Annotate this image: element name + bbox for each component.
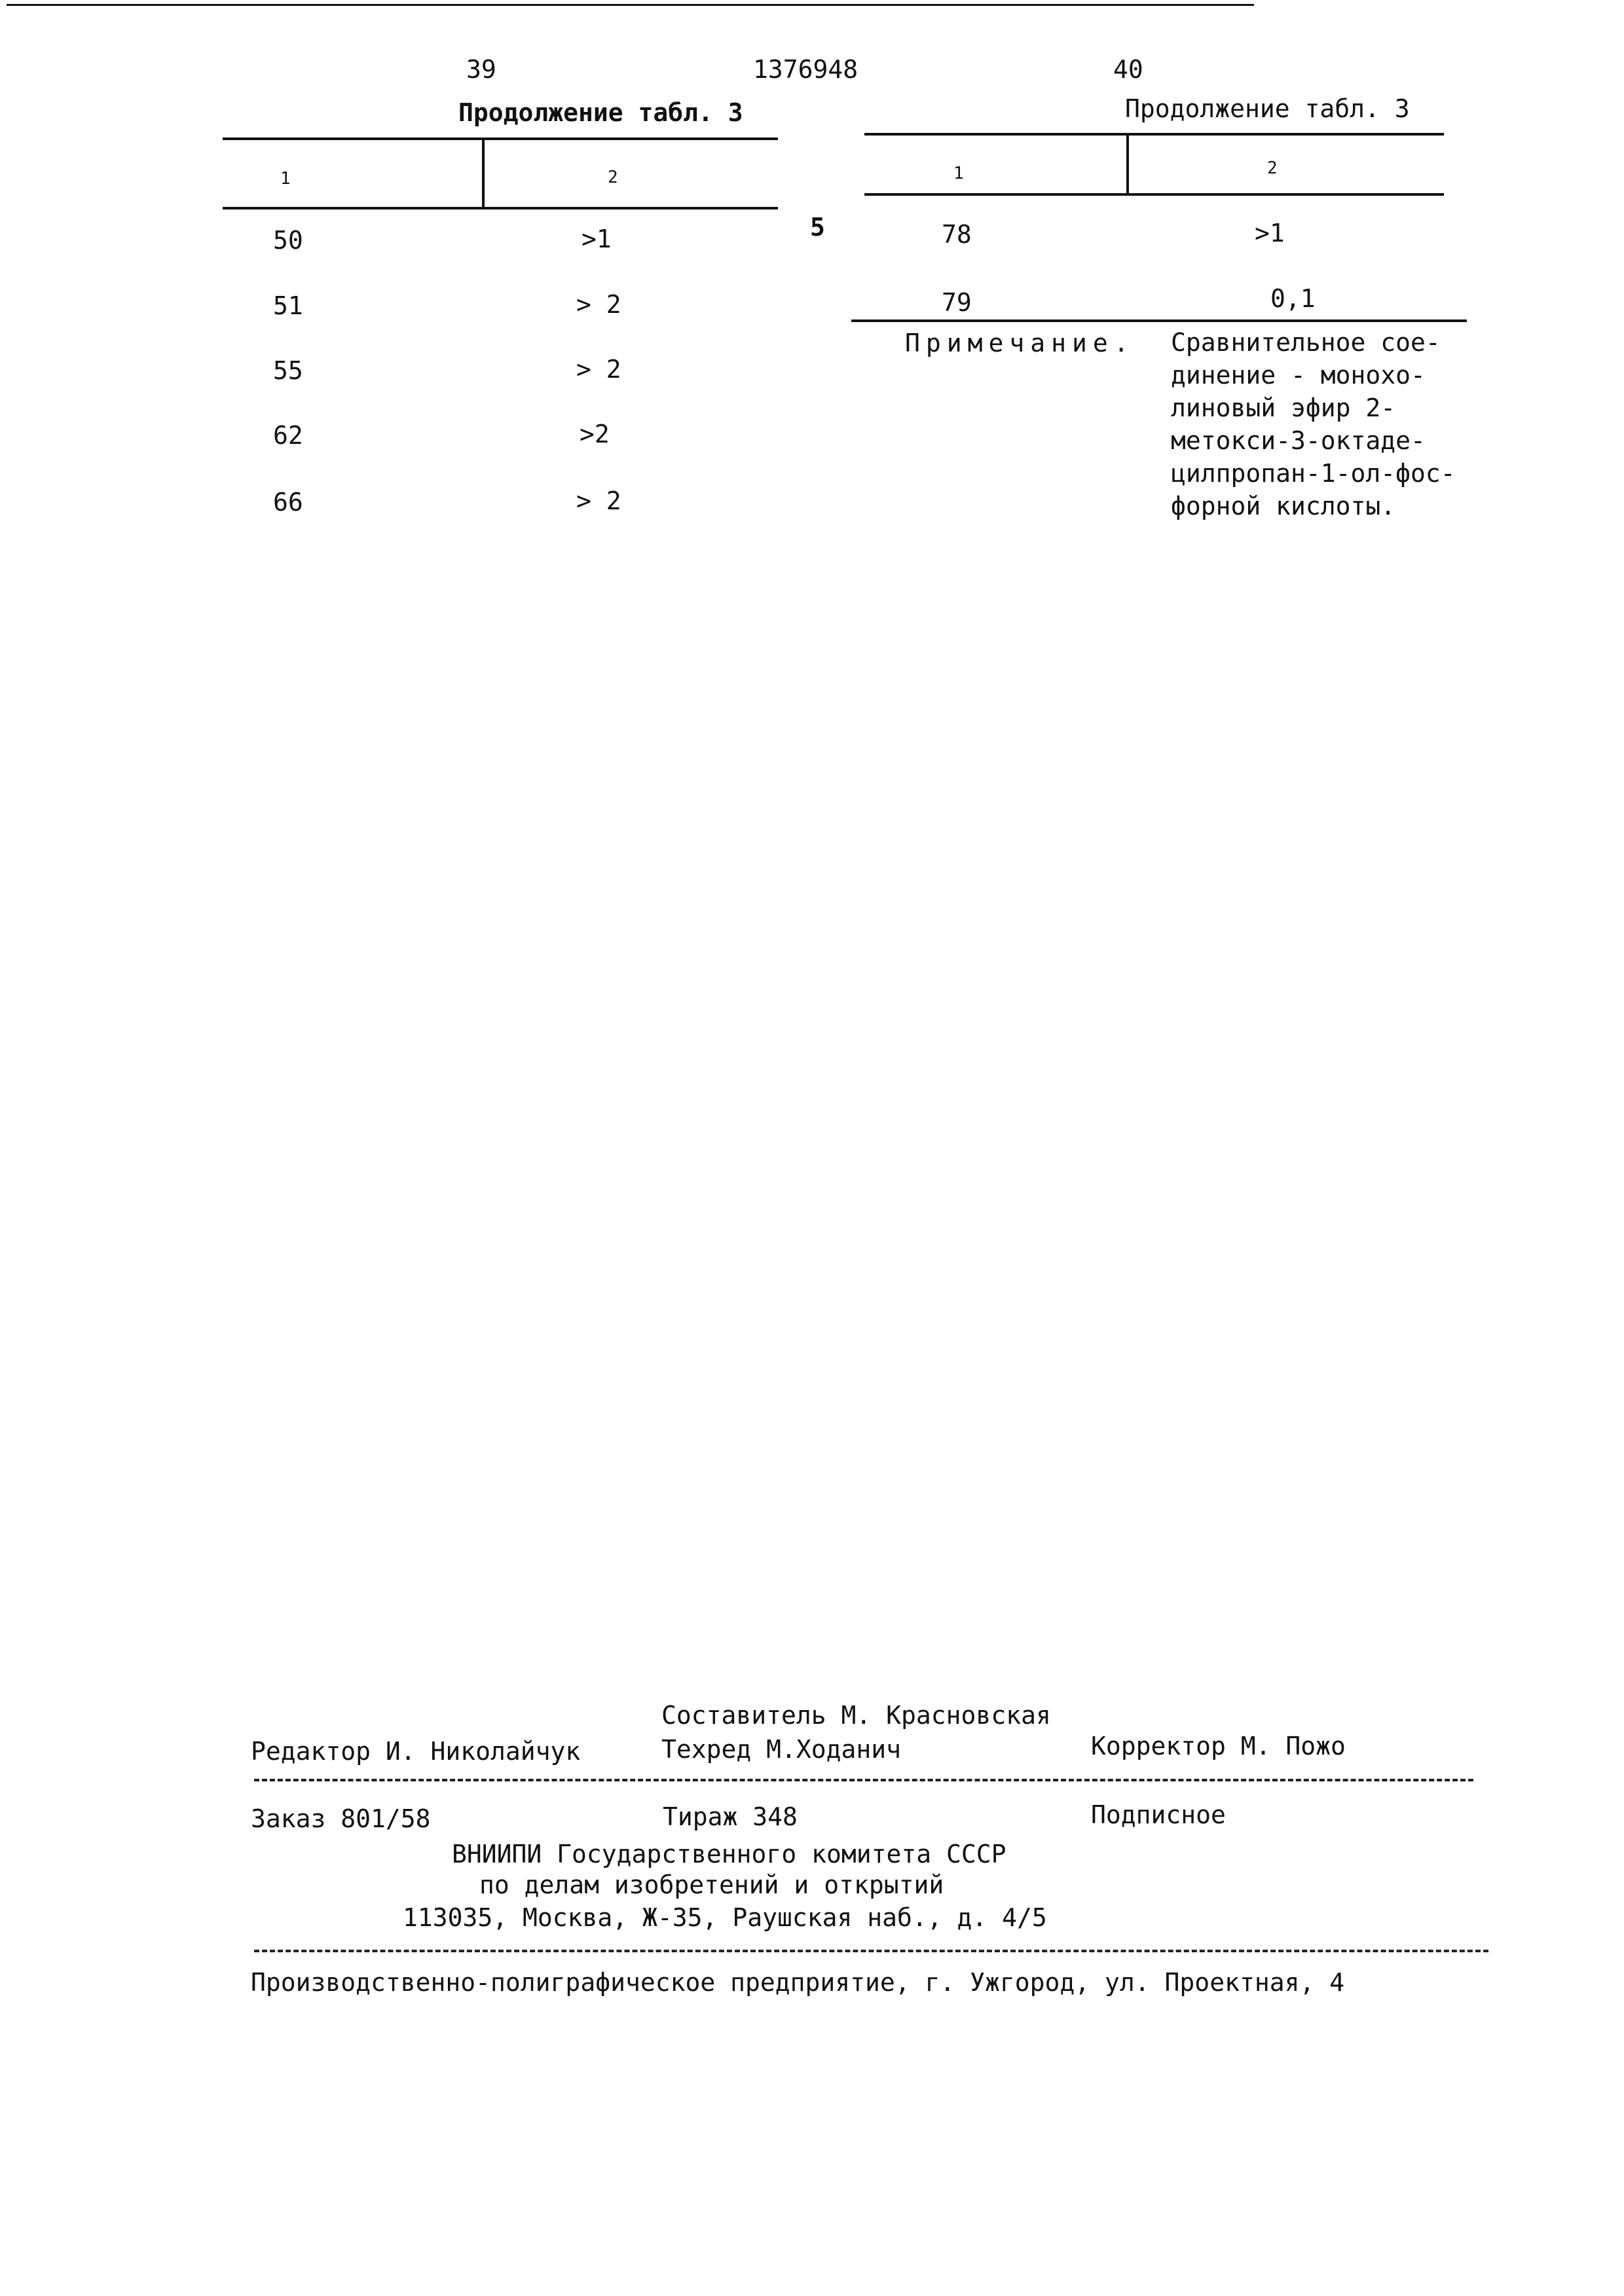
corrector: Корректор М. Пожо: [1091, 1732, 1346, 1760]
patent-number: 1376948: [753, 55, 858, 84]
dashed-separator-1: [254, 1779, 1473, 1781]
left-table-col2-header: 2: [608, 168, 618, 187]
circulation: Тираж 348: [663, 1802, 798, 1831]
right-table-header-rule: [864, 193, 1444, 196]
org-line-3: 113035, Москва, Ж-35, Раушская наб., д. 4/5: [403, 1903, 1047, 1932]
line-marker: 5: [810, 213, 825, 242]
left-table-row-4-col1: 62: [273, 421, 303, 450]
compiler: Составитель М. Красновская: [661, 1701, 1051, 1730]
right-table-caption: Продолжение табл. 3: [1125, 94, 1410, 123]
right-table-top-rule: [864, 133, 1444, 136]
right-table-bottom-rule: [851, 319, 1467, 322]
org-line-2: по делам изобретений и открытий: [479, 1870, 944, 1899]
right-table-row-1-col2: >1: [1255, 219, 1285, 247]
left-table-row-5-col2: > 2: [576, 486, 621, 515]
note-line-3: линовый эфир 2-: [1171, 393, 1396, 422]
order-number: Заказ 801/58: [251, 1804, 431, 1833]
left-table-column-divider: [482, 137, 485, 208]
left-table-row-2-col1: 51: [273, 291, 303, 320]
techred: Техред М.Ходанич: [661, 1735, 902, 1764]
note-label: Примечание.: [905, 329, 1135, 357]
page-number-right: 40: [1113, 55, 1143, 84]
note-line-5: цилпропан-1-ол-фос-: [1171, 459, 1456, 488]
left-table-row-5-col1: 66: [273, 488, 303, 517]
dashed-separator-2: [254, 1950, 1488, 1952]
note-line-1: Сравнительное сое-: [1171, 328, 1441, 357]
page-number-left: 39: [466, 55, 496, 84]
note-text: [1171, 326, 1472, 522]
note-line-2: динение - монохо-: [1171, 361, 1426, 390]
left-table-top-rule: [223, 137, 778, 140]
left-table-row-1-col2: >1: [581, 225, 612, 253]
left-table-row-2-col2: > 2: [576, 290, 621, 319]
right-table-row-2-col2: 0,1: [1270, 284, 1316, 313]
note-line-6: форной кислоты.: [1171, 492, 1396, 520]
left-table-row-3-col2: > 2: [576, 355, 621, 384]
top-page-rule: [7, 4, 1254, 6]
left-table-row-3-col1: 55: [273, 356, 303, 385]
right-table-row-1-col1: 78: [942, 220, 972, 249]
left-table-caption: Продолжение табл. 3: [458, 98, 743, 127]
subscription: Подписное: [1091, 1800, 1226, 1829]
left-table-header-rule: [223, 207, 778, 210]
right-table-col2-header: 2: [1267, 158, 1278, 178]
org-line-1: ВНИИПИ Государственного комитета СССР: [452, 1840, 1006, 1868]
right-table-col1-header: 1: [953, 164, 964, 183]
left-table-col1-header: 1: [280, 169, 291, 189]
left-table-row-1-col1: 50: [273, 226, 303, 255]
note-line-4: метокси-3-октаде-: [1171, 426, 1426, 455]
printer-line: Производственно-полиграфическое предприятие, г. Ужгород, ул. Проектная, 4: [251, 1968, 1345, 1997]
right-table-row-2-col1: 79: [942, 288, 972, 317]
right-table-column-divider: [1126, 133, 1129, 194]
left-table-row-4-col2: >2: [580, 420, 610, 448]
editor: Редактор И. Николайчук: [251, 1737, 581, 1766]
